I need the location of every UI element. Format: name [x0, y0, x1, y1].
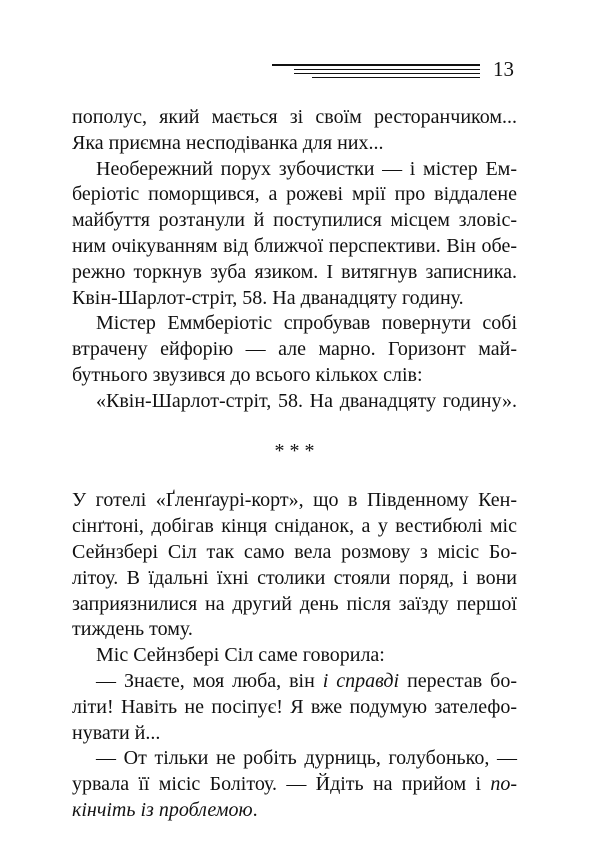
text-line	[72, 772, 517, 798]
page-number: 13	[493, 57, 514, 81]
text-line	[72, 798, 517, 824]
text-line: майбуття розтанули й поступилися місцем зловіс-	[72, 209, 517, 232]
text-line: беріотіс поморщився, а рожеві мрії про віддалене	[72, 183, 517, 206]
text-line: тиждень тому.	[72, 618, 193, 641]
text-run: — Знаєте, моя люба, він	[96, 669, 323, 692]
text-line: Сейнзбері Сіл так само вела розмову з місіс Бо-	[72, 540, 517, 563]
italic-run: по-	[490, 773, 517, 796]
italic-run: і справді	[322, 669, 400, 692]
text-run: перестав бо-	[399, 669, 517, 692]
header-rule	[294, 73, 480, 74]
text-line: літи! Навіть не посіпує! Я вже подумую зателефо-	[72, 695, 517, 718]
text-line: сінґтоні, добігав кінця сніданок, а у вестибюлі міс	[72, 515, 517, 538]
header-rule	[294, 69, 480, 70]
header-rule	[272, 64, 480, 66]
text-line: Містер Еммберіотіс спробував повернути собі	[96, 312, 517, 335]
header-rule	[312, 77, 480, 78]
text-line: нувати й...	[72, 721, 161, 744]
text-line: літоу. В їдальні їхні столики стояли поряд, і вони	[72, 566, 517, 589]
section-separator: * * *	[274, 439, 315, 462]
text-line: втрачену ейфорію — але марно. Горизонт май-	[72, 338, 517, 361]
italic-run: кінчіть із проблемою	[72, 798, 253, 821]
text-line: Необережний порух зубочистки — і містер Ем-	[96, 157, 517, 180]
body-text	[72, 105, 517, 824]
text-line: бутнього звузився до всього кількох слів:	[72, 363, 423, 386]
text-line: Міс Сейнзбері Сіл саме говорила:	[96, 644, 385, 667]
page-header	[0, 0, 600, 100]
text-line	[72, 669, 517, 695]
text-line: — От тільки не робіть дурниць, голубонько, —	[96, 747, 517, 770]
text-run: урвала її місіс Болітоу. — Йдіть на прийом і	[72, 773, 491, 796]
text-line: режно торкнув зуба язиком. І витягнув записника.	[72, 260, 517, 283]
text-run: .	[252, 798, 258, 821]
text-line: пополус, який мається зі своїм ресторанчиком...	[72, 106, 517, 128]
text-line: ним очікуванням від ближчої перспективи. Він обе-	[72, 234, 517, 257]
text-line: «Квін-Шарлот-стріт, 58. На дванадцяту годину».	[96, 389, 517, 412]
text-line: Квін-Шарлот-стріт, 58. На дванадцяту годину.	[72, 286, 464, 309]
text-line: Яка приємна несподіванка для них...	[72, 131, 384, 154]
text-line: У готелі «Ґленґаурі-корт», що в Південному Кен-	[72, 489, 517, 512]
text-line: заприязнилися на другий день після заїзду першої	[72, 592, 517, 615]
